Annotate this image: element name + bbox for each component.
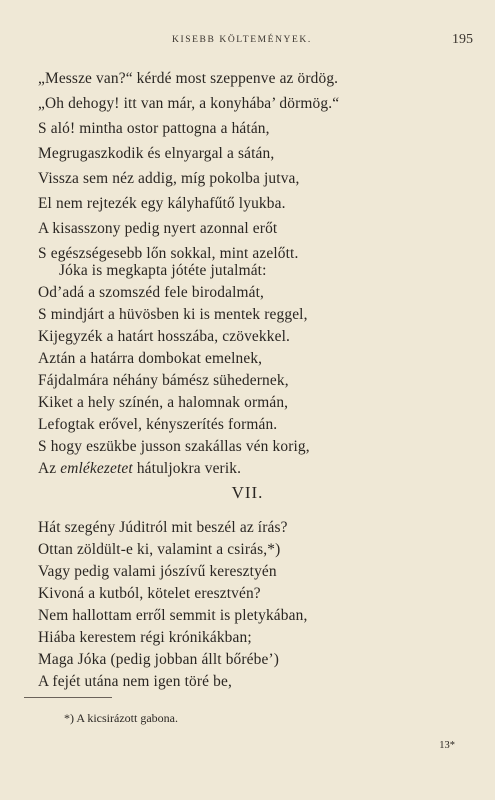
verse-line: „Oh dehogy! itt van már, a konyhába’ dörmög.“ bbox=[38, 95, 340, 112]
verse-line: Vagy pedig valami jószívű keresztyén bbox=[38, 563, 277, 580]
verse-line: Kiket a hely színén, a halomnak ormán, bbox=[38, 394, 289, 411]
verse-line: Megrugaszkodik és elnyargal a sátán, bbox=[38, 145, 275, 162]
verse-line: Od’adá a szomszéd fele birodalmát, bbox=[38, 284, 265, 301]
verse-line bbox=[38, 460, 241, 478]
verse-line: Maga Jóka (pedig jobban állt bőrébe’) bbox=[38, 651, 280, 668]
verse-line: El nem rejtezék egy kályhafűtő lyukba. bbox=[38, 195, 286, 212]
verse-line: Kijegyzék a határt hosszába, czövekkel. bbox=[38, 328, 290, 345]
verse-line: Hiába kerestem régi krónikákban; bbox=[38, 629, 252, 646]
running-head: KISEBB KÖLTEMÉNYEK. bbox=[172, 35, 312, 45]
verse-line: S aló! mintha ostor pattogna a hátán, bbox=[38, 120, 270, 137]
verse-line: S egészségesebb lőn sokkal, mint azelőtt. bbox=[38, 245, 299, 262]
verse-text: hátuljokra verik. bbox=[132, 460, 242, 477]
section-numeral: VII. bbox=[231, 483, 264, 502]
verse-line: S hogy eszükbe jusson szakállas vén korig, bbox=[38, 438, 310, 455]
verse-line: Ottan zöldült-e ki, valamint a csirás,*) bbox=[38, 541, 281, 558]
footnote-rule bbox=[24, 697, 112, 698]
verse-line: Aztán a határra dombokat emelnek, bbox=[38, 350, 263, 367]
verse-line: Jóka is megkapta jótéte jutalmát: bbox=[59, 262, 267, 279]
verse-line: „Messze van?“ kérdé most szeppenve az ördög. bbox=[38, 70, 339, 87]
verse-line: Fájdalmára néhány bámész sühedernek, bbox=[38, 372, 289, 389]
verse-line: S mindjárt a hüvösben ki is mentek reggel, bbox=[38, 306, 308, 323]
footnote: *) A kicsirázott gabona. bbox=[64, 711, 178, 725]
verse-line: A fejét utána nem igen töré be, bbox=[38, 673, 232, 690]
verse-line: Hát szegény Júditról mit beszél az írás? bbox=[38, 519, 288, 536]
verse-line: Vissza sem néz addig, míg pokolba jutva, bbox=[38, 170, 300, 187]
signature-mark: 13* bbox=[439, 740, 455, 751]
verse-line: A kisasszony pedig nyert azonnal erőt bbox=[38, 220, 278, 237]
verse-line: Nem hallottam erről semmit is pletykában, bbox=[38, 607, 308, 624]
verse-text: Az bbox=[38, 460, 61, 477]
italic-word: emlékezetet bbox=[60, 460, 133, 477]
verse-line: Kivoná a kutból, kötelet eresztvén? bbox=[38, 585, 261, 602]
verse-line: Lefogtak erővel, kényszerítés formán. bbox=[38, 416, 278, 433]
page-number: 195 bbox=[452, 32, 473, 47]
page-header bbox=[0, 32, 495, 51]
